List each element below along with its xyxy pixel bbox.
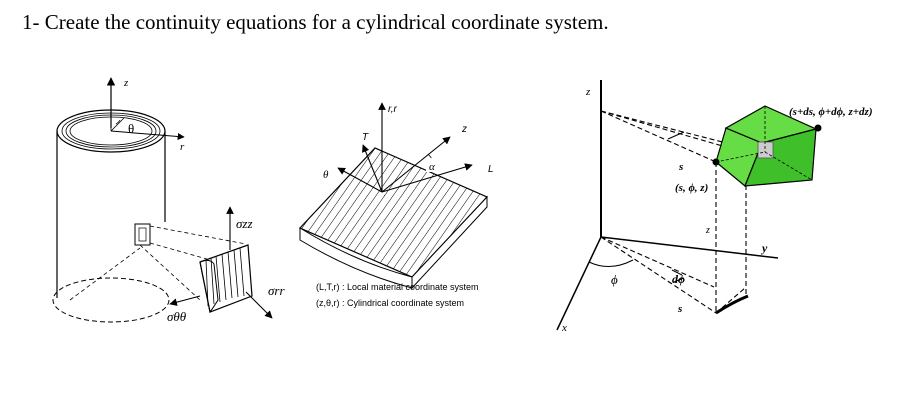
plate-T-label: T bbox=[362, 132, 369, 143]
coords-x-axis bbox=[557, 237, 601, 330]
cyl-theta-arc bbox=[116, 120, 120, 124]
coords-point-label: (s, ϕ, z) bbox=[675, 182, 709, 194]
cyl-radius bbox=[111, 118, 124, 131]
coords-x-label: x bbox=[562, 322, 567, 334]
coords-z-label: z bbox=[586, 86, 591, 98]
plate-legend-line1: (L,T,r) : Local material coordinate system bbox=[316, 282, 479, 292]
plate-rr-label: r,r bbox=[388, 104, 397, 115]
cyl-r-axis bbox=[111, 131, 184, 137]
plate-top bbox=[300, 148, 487, 277]
sigma-tt-arrow bbox=[170, 296, 200, 304]
cyl-proj-line2 bbox=[150, 243, 207, 259]
cyl-proj-line3 bbox=[140, 245, 200, 300]
coords-dphi-label: dϕ bbox=[672, 272, 685, 286]
coords-y-axis bbox=[601, 237, 778, 258]
cube-point-corner bbox=[815, 125, 822, 132]
coords-s-marker bbox=[668, 132, 684, 139]
coords-figure bbox=[557, 80, 872, 334]
coords-s-bottom-label: s bbox=[678, 303, 683, 315]
coords-y-label: y bbox=[762, 241, 768, 255]
plate-L-label: L bbox=[488, 164, 494, 175]
plate-figure bbox=[300, 103, 494, 308]
sigma-rr-label: σrr bbox=[268, 283, 285, 298]
plate-legend-line2: (z,θ,r) : Cylindrical coordinate system bbox=[316, 298, 465, 308]
cyl-small-element bbox=[135, 224, 150, 245]
coords-phi-arc bbox=[589, 260, 633, 267]
cyl-proj-line4 bbox=[70, 248, 140, 300]
cyl-r-label: r bbox=[180, 141, 185, 153]
question-text: 1- Create the continuity equations for a cylindrical coordinate system. bbox=[22, 10, 609, 34]
coords-z-height-label: z bbox=[706, 225, 710, 236]
cyl-proj-line1 bbox=[150, 226, 246, 244]
coords-top-radius1 bbox=[601, 111, 716, 162]
plate-theta-label: θ bbox=[323, 169, 329, 181]
coords-arc-ds bbox=[716, 296, 748, 313]
sigma-tt-label: σθθ bbox=[167, 309, 187, 324]
cyl-z-label: z bbox=[124, 77, 129, 89]
cylinder-figure bbox=[53, 77, 285, 324]
coords-phi-label: ϕ bbox=[611, 272, 618, 287]
sigma-zz-label: σzz bbox=[236, 216, 253, 231]
coords-base-radius1 bbox=[601, 237, 714, 287]
volume-element-cube bbox=[713, 106, 822, 186]
coords-s-top-label: s bbox=[679, 161, 684, 173]
cyl-theta-label: θ bbox=[128, 121, 135, 136]
coords-corner-label: (s+ds, ϕ+dϕ, z+dz) bbox=[789, 106, 873, 118]
coords-top-radius3 bbox=[601, 111, 726, 147]
plate-z-label: z bbox=[462, 124, 467, 135]
plate-alpha-label: α bbox=[429, 161, 435, 173]
cube-point-origin bbox=[713, 159, 720, 166]
